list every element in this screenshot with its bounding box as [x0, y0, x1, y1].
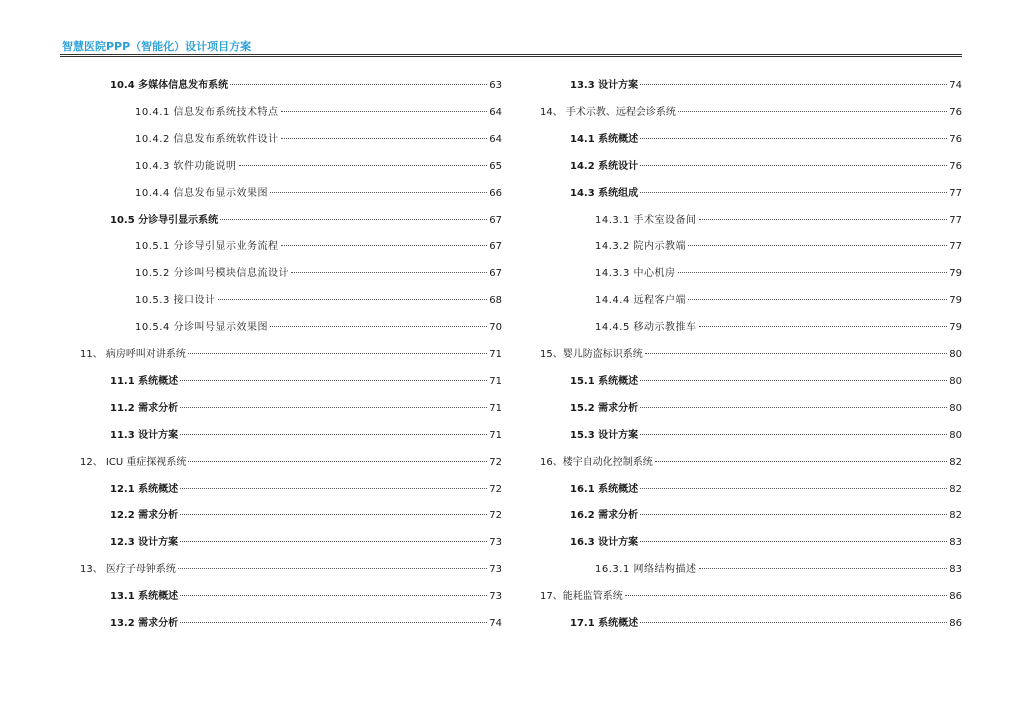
toc-page-number: 64: [489, 106, 502, 118]
toc-dot-leader: [688, 298, 947, 300]
toc-entry[interactable]: [80, 374, 502, 390]
toc-dot-leader: [699, 567, 948, 569]
toc-entry-title: 11.1 系统概述: [110, 375, 179, 387]
toc-entry[interactable]: [540, 78, 962, 94]
toc-dot-leader: [281, 137, 488, 139]
toc-dot-leader: [645, 352, 948, 354]
toc-dot-leader: [281, 110, 488, 112]
toc-page-number: 76: [949, 160, 962, 172]
toc-entry[interactable]: [80, 266, 502, 282]
toc-entry-title: 12.1 系统概述: [110, 483, 179, 495]
toc-entry-title: 10.4.3 软件功能说明: [135, 160, 237, 172]
toc-dot-leader: [178, 567, 487, 569]
toc-page-number: 64: [489, 133, 502, 145]
toc-page-number: 82: [949, 510, 962, 522]
toc-entry-title: 14.3.3 中心机房: [595, 268, 676, 280]
toc-entry[interactable]: [540, 159, 962, 175]
toc-entry[interactable]: [80, 186, 502, 202]
toc-entry-title: 10.5.1 分诊导引显示业务流程: [135, 241, 279, 253]
toc-page-number: 71: [489, 375, 502, 387]
toc-page-number: 76: [949, 106, 962, 118]
toc-entry-title: 14.3 系统组成: [570, 187, 639, 199]
toc-page-number: 73: [489, 591, 502, 603]
toc-entry[interactable]: [80, 347, 502, 363]
toc-dot-leader: [640, 191, 947, 193]
toc-dot-leader: [640, 83, 947, 85]
toc-entry-title: 16、楼宇自动化控制系统: [540, 456, 653, 468]
toc-page-number: 77: [949, 241, 962, 253]
toc-entry-title: 15、婴儿防盗标识系统: [540, 349, 643, 360]
toc-entry[interactable]: [80, 508, 502, 524]
toc-page-number: 80: [949, 429, 962, 441]
toc-page-number: 72: [489, 483, 502, 495]
toc-entry[interactable]: [80, 589, 502, 605]
toc-dot-leader: [640, 621, 947, 623]
toc-entry[interactable]: [540, 401, 962, 417]
toc-entry-title: 11.3 设计方案: [110, 429, 179, 441]
toc-page-number: 83: [949, 564, 962, 576]
toc-page-number: 70: [489, 322, 502, 334]
toc-entry-title: 10.4.4 信息发布显示效果图: [135, 187, 268, 199]
toc-entry[interactable]: [540, 239, 962, 255]
toc-dot-leader: [640, 164, 947, 166]
toc-dot-leader: [180, 540, 487, 542]
toc-entry[interactable]: [80, 132, 502, 148]
toc-entry[interactable]: [540, 213, 962, 229]
toc-page-number: 63: [489, 80, 502, 91]
toc-dot-leader: [291, 271, 487, 273]
toc-page-number: 77: [949, 187, 962, 199]
toc-entry-title: 10.5.2 分诊叫号模块信息流设计: [135, 268, 289, 280]
toc-entry-title: 10.5 分诊导引显示系统: [110, 214, 219, 226]
toc-page-number: 73: [489, 537, 502, 549]
toc-page-number: 83: [949, 537, 962, 549]
toc-dot-leader: [188, 352, 487, 354]
toc-entry-title: 13.3 设计方案: [570, 80, 639, 91]
toc-dot-leader: [218, 298, 488, 300]
toc-dot-leader: [678, 271, 948, 273]
toc-entry-title: 13.2 需求分析: [110, 618, 179, 629]
toc-page-number: 73: [489, 564, 502, 576]
toc-entry[interactable]: [80, 105, 502, 121]
toc-entry-title: 10.4.1 信息发布系统技术特点: [135, 106, 279, 118]
toc-entry[interactable]: [80, 455, 502, 471]
toc-dot-leader: [180, 513, 487, 515]
toc-entry-title: 11、 病房呼叫对讲系统: [80, 349, 186, 360]
toc-page-number: 65: [489, 160, 502, 172]
toc-entry-title: 17、能耗监管系统: [540, 591, 623, 603]
toc-dot-leader: [678, 110, 947, 112]
toc-dot-leader: [270, 325, 487, 327]
toc-dot-leader: [625, 594, 948, 596]
toc-entry-title: 10.5.4 分诊叫号显示效果图: [135, 322, 268, 334]
toc-dot-leader: [640, 487, 947, 489]
toc-page-number: 86: [949, 591, 962, 603]
toc-entry[interactable]: [80, 562, 502, 578]
toc-dot-leader: [239, 164, 488, 166]
toc-entry-title: 14、 手术示教、远程会诊系统: [540, 106, 676, 118]
toc-page-number: 77: [949, 214, 962, 226]
toc-dot-leader: [180, 594, 487, 596]
toc-page-number: 82: [949, 483, 962, 495]
toc-page-number: 67: [489, 214, 502, 226]
toc-entry[interactable]: [80, 78, 502, 94]
toc-page-number: 67: [489, 241, 502, 253]
toc-entry-title: 15.2 需求分析: [570, 402, 639, 414]
toc-entry[interactable]: [540, 428, 962, 444]
toc-entry-title: 14.2 系统设计: [570, 160, 639, 172]
toc-entry-title: 10.5.3 接口设计: [135, 295, 216, 307]
toc-entry[interactable]: [80, 616, 502, 632]
toc-dot-leader: [640, 433, 947, 435]
toc-dot-leader: [640, 513, 947, 515]
toc-page-number: 79: [949, 268, 962, 280]
toc-dot-leader: [230, 83, 487, 85]
toc-entry-title: 13.1 系统概述: [110, 591, 179, 603]
toc-entry[interactable]: [540, 186, 962, 202]
toc-dot-leader: [281, 244, 488, 246]
toc-entry-title: 16.2 需求分析: [570, 510, 639, 522]
toc-entry-title: 14.1 系统概述: [570, 133, 639, 145]
toc-page-number: 76: [949, 133, 962, 145]
toc-page-number: 67: [489, 268, 502, 280]
toc-entry-title: 15.3 设计方案: [570, 429, 639, 441]
toc-dot-leader: [640, 137, 947, 139]
toc-page-number: 72: [489, 456, 502, 468]
toc-dot-leader: [220, 218, 487, 220]
toc-entry[interactable]: [540, 293, 962, 309]
toc-page-number: 74: [489, 618, 502, 629]
toc-entry[interactable]: [80, 428, 502, 444]
toc-entry-title: 12、 ICU 重症探视系统: [80, 456, 187, 468]
header-divider: [60, 54, 962, 57]
toc-entry[interactable]: [540, 132, 962, 148]
toc-page-number: 80: [949, 375, 962, 387]
toc-entry-title: 10.4.2 信息发布系统软件设计: [135, 133, 279, 145]
toc-entry-title: 17.1 系统概述: [570, 618, 639, 629]
toc-dot-leader: [188, 460, 487, 462]
toc-entry[interactable]: [80, 482, 502, 498]
toc-dot-leader: [688, 244, 947, 246]
toc-entry-title: 14.3.2 院内示教端: [595, 241, 686, 253]
toc-dot-leader: [640, 406, 947, 408]
toc-page-number: 66: [489, 187, 502, 199]
toc-entry-title: 16.3 设计方案: [570, 537, 639, 549]
toc-entry[interactable]: [80, 213, 502, 229]
toc-entry[interactable]: [540, 266, 962, 282]
toc-dot-leader: [699, 325, 948, 327]
toc-page-number: 82: [949, 456, 962, 468]
toc-entry-title: 16.1 系统概述: [570, 483, 639, 495]
toc-dot-leader: [655, 460, 948, 462]
toc-entry[interactable]: [540, 482, 962, 498]
toc-page-number: 71: [489, 429, 502, 441]
toc-entry-title: 14.4.5 移动示教推车: [595, 322, 697, 334]
toc-dot-leader: [180, 406, 487, 408]
toc-entry-title: 16.3.1 网络结构描述: [595, 564, 697, 576]
toc-page-number: 86: [949, 618, 962, 629]
toc-entry[interactable]: [540, 105, 962, 121]
toc-entry[interactable]: [80, 159, 502, 175]
toc-dot-leader: [180, 487, 487, 489]
toc-page-number: 79: [949, 295, 962, 307]
toc-entry[interactable]: [540, 562, 962, 578]
toc-page-number: 71: [489, 349, 502, 360]
toc-entry[interactable]: [540, 455, 962, 471]
toc-dot-leader: [699, 218, 948, 220]
toc-page-number: 80: [949, 349, 962, 360]
toc-entry[interactable]: [80, 320, 502, 336]
toc-page-number: 68: [489, 295, 502, 307]
toc-entry-title: 12.2 需求分析: [110, 510, 179, 522]
toc-entry-title: 13、 医疗子母钟系统: [80, 564, 176, 576]
toc-entry-title: 10.4 多媒体信息发布系统: [110, 80, 229, 91]
toc-entry[interactable]: [540, 320, 962, 336]
toc-entry[interactable]: [540, 535, 962, 551]
toc-dot-leader: [180, 433, 487, 435]
toc-entry-title: 15.1 系统概述: [570, 375, 639, 387]
toc-entry-title: 14.3.1 手术室设备间: [595, 214, 697, 226]
toc-page-number: 74: [949, 80, 962, 91]
toc-dot-leader: [640, 540, 947, 542]
toc-entry-title: 11.2 需求分析: [110, 402, 179, 414]
toc-page-number: 79: [949, 322, 962, 334]
toc-page-number: 80: [949, 402, 962, 414]
toc-entry[interactable]: [540, 589, 962, 605]
document-header-title: 智慧医院PPP（智能化）设计项目方案: [62, 40, 252, 53]
toc-entry[interactable]: [80, 401, 502, 417]
toc-entry[interactable]: [80, 535, 502, 551]
toc-dot-leader: [180, 379, 487, 381]
toc-entry-title: 12.3 设计方案: [110, 537, 179, 549]
toc-dot-leader: [640, 379, 947, 381]
toc-entry[interactable]: [80, 239, 502, 255]
toc-entry-title: 14.4.4 远程客户端: [595, 295, 686, 307]
toc-entry[interactable]: [540, 616, 962, 632]
toc-dot-leader: [270, 191, 487, 193]
toc-entry[interactable]: [540, 347, 962, 363]
toc-entry[interactable]: [540, 508, 962, 524]
toc-entry[interactable]: [80, 293, 502, 309]
toc-dot-leader: [180, 621, 487, 623]
toc-entry[interactable]: [540, 374, 962, 390]
toc-page-number: 71: [489, 402, 502, 414]
toc-page-number: 72: [489, 510, 502, 522]
